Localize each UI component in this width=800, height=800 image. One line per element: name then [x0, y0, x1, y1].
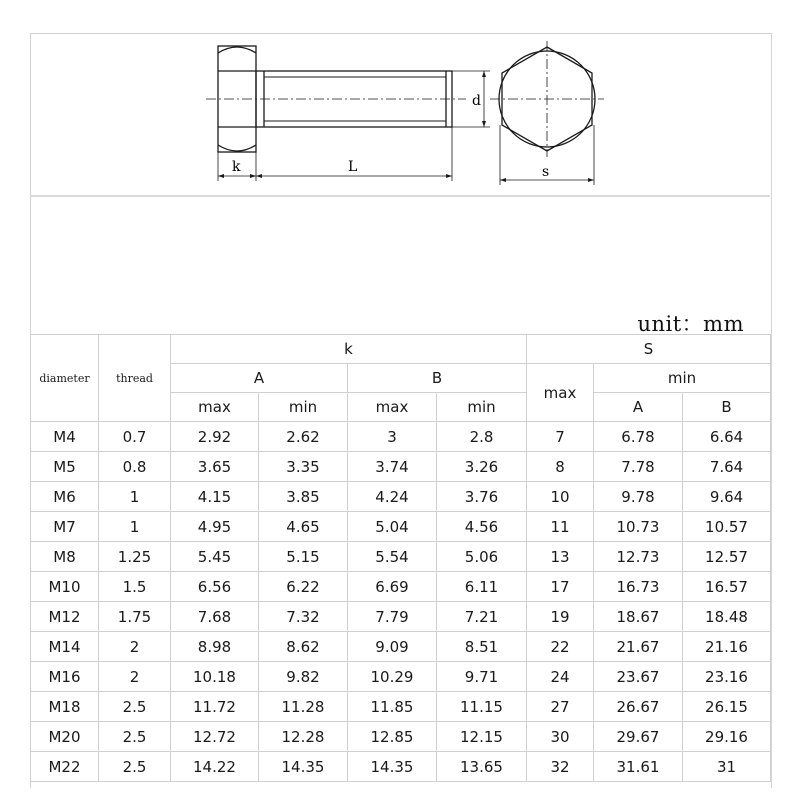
table-cell: 27: [527, 692, 594, 722]
label-L: L: [348, 159, 358, 175]
table-cell: 14.22: [171, 752, 259, 782]
table-cell: 11: [527, 512, 594, 542]
table-row: [31, 722, 771, 752]
table-row: [31, 452, 771, 482]
header-diameter: diameter: [31, 335, 99, 422]
header-kb-min: min: [437, 393, 527, 422]
table-cell: 8.51: [437, 632, 527, 662]
table-cell: 7.79: [348, 602, 437, 632]
table-cell: 11.85: [348, 692, 437, 722]
header-k: k: [171, 335, 527, 364]
table-cell: 4.56: [437, 512, 527, 542]
table-cell: 21.67: [594, 632, 683, 662]
table-row: [31, 542, 771, 572]
table-cell: 3.26: [437, 452, 527, 482]
table-cell: 5.54: [348, 542, 437, 572]
label-d: d: [472, 93, 481, 109]
table-cell: 12.28: [259, 722, 348, 752]
table-cell: 2.5: [99, 752, 171, 782]
label-k: k: [232, 159, 241, 175]
bolt-technical-drawing: [30, 33, 770, 197]
table-cell: 7: [527, 422, 594, 452]
table-cell: 6.64: [683, 422, 771, 452]
table-cell: 13.65: [437, 752, 527, 782]
table-cell: 32: [527, 752, 594, 782]
table-cell: 1.5: [99, 572, 171, 602]
table-cell: 2.62: [259, 422, 348, 452]
table-cell: 11.15: [437, 692, 527, 722]
table-cell: 11.28: [259, 692, 348, 722]
table-cell: M7: [31, 512, 99, 542]
bolt-dimension-table: [30, 334, 771, 782]
table-cell: 10.73: [594, 512, 683, 542]
header-thread: thread: [99, 335, 171, 422]
header-s-min: min: [594, 364, 771, 393]
table-cell: M4: [31, 422, 99, 452]
table-cell: M8: [31, 542, 99, 572]
unit-label: unit：mm: [637, 312, 744, 336]
table-cell: 31: [683, 752, 771, 782]
table-cell: 23.67: [594, 662, 683, 692]
table-cell: 10.57: [683, 512, 771, 542]
table-cell: 1: [99, 512, 171, 542]
table-cell: 2.5: [99, 722, 171, 752]
table-cell: 2.5: [99, 692, 171, 722]
table-cell: 18.67: [594, 602, 683, 632]
table-row: [31, 752, 771, 782]
table-cell: 14.35: [348, 752, 437, 782]
table-cell: 6.11: [437, 572, 527, 602]
table-cell: M6: [31, 482, 99, 512]
table-cell: 3.76: [437, 482, 527, 512]
table-cell: 9.78: [594, 482, 683, 512]
table-cell: 14.35: [259, 752, 348, 782]
table-cell: 9.09: [348, 632, 437, 662]
table-cell: 12.72: [171, 722, 259, 752]
table-cell: 10.18: [171, 662, 259, 692]
table-cell: 1: [99, 482, 171, 512]
table-cell: 4.65: [259, 512, 348, 542]
table-cell: 26.15: [683, 692, 771, 722]
table-cell: 29.67: [594, 722, 683, 752]
table-cell: 5.06: [437, 542, 527, 572]
table-cell: 4.95: [171, 512, 259, 542]
table-cell: 26.67: [594, 692, 683, 722]
table-row: [31, 422, 771, 452]
table-cell: 8.98: [171, 632, 259, 662]
bolt-diagram-svg: [30, 33, 770, 195]
header-kb-max: max: [348, 393, 437, 422]
table-cell: 3.85: [259, 482, 348, 512]
table-cell: 9.64: [683, 482, 771, 512]
header-smin-a: A: [594, 393, 683, 422]
table-body: [31, 422, 771, 782]
table-cell: 13: [527, 542, 594, 572]
table-cell: 12.85: [348, 722, 437, 752]
table-cell: M14: [31, 632, 99, 662]
table-cell: 24: [527, 662, 594, 692]
header-smin-b: B: [683, 393, 771, 422]
header-ka-max: max: [171, 393, 259, 422]
table-cell: 16.57: [683, 572, 771, 602]
table-row: [31, 662, 771, 692]
table-cell: 2: [99, 662, 171, 692]
table-cell: 30: [527, 722, 594, 752]
table-cell: 9.71: [437, 662, 527, 692]
table-cell: 12.57: [683, 542, 771, 572]
table-cell: 9.82: [259, 662, 348, 692]
table-cell: 5.04: [348, 512, 437, 542]
table-cell: 4.15: [171, 482, 259, 512]
table-cell: M22: [31, 752, 99, 782]
table-cell: 6.56: [171, 572, 259, 602]
table-cell: 23.16: [683, 662, 771, 692]
table-cell: 2: [99, 632, 171, 662]
table-row: [31, 692, 771, 722]
table-cell: M16: [31, 662, 99, 692]
table-cell: 2.92: [171, 422, 259, 452]
table-cell: M5: [31, 452, 99, 482]
table-cell: M10: [31, 572, 99, 602]
table-cell: M12: [31, 602, 99, 632]
table-cell: 21.16: [683, 632, 771, 662]
table-cell: 6.78: [594, 422, 683, 452]
header-s: S: [527, 335, 771, 364]
table-cell: 6.22: [259, 572, 348, 602]
table-cell: 17: [527, 572, 594, 602]
table-cell: 7.21: [437, 602, 527, 632]
table-cell: 12.15: [437, 722, 527, 752]
table-cell: 29.16: [683, 722, 771, 752]
table-cell: 10: [527, 482, 594, 512]
table-row: [31, 482, 771, 512]
table-cell: M18: [31, 692, 99, 722]
header-s-max: max: [527, 364, 594, 422]
table-cell: 12.73: [594, 542, 683, 572]
table-cell: 7.78: [594, 452, 683, 482]
table-cell: 22: [527, 632, 594, 662]
table-cell: 19: [527, 602, 594, 632]
table-cell: 31.61: [594, 752, 683, 782]
table-cell: 3: [348, 422, 437, 452]
table-cell: 8.62: [259, 632, 348, 662]
label-s: s: [542, 164, 550, 180]
table-cell: 3.35: [259, 452, 348, 482]
table-cell: 5.45: [171, 542, 259, 572]
table-row: [31, 632, 771, 662]
header-k-b: B: [348, 364, 527, 393]
table-cell: 11.72: [171, 692, 259, 722]
table-cell: 6.69: [348, 572, 437, 602]
table-cell: 1.25: [99, 542, 171, 572]
table-row: [31, 572, 771, 602]
table-cell: 16.73: [594, 572, 683, 602]
table-cell: 7.32: [259, 602, 348, 632]
table-row: [31, 602, 771, 632]
table-cell: 10.29: [348, 662, 437, 692]
table-cell: 0.7: [99, 422, 171, 452]
table-row: [31, 512, 771, 542]
table-cell: 0.8: [99, 452, 171, 482]
table-cell: 7.64: [683, 452, 771, 482]
table-cell: 4.24: [348, 482, 437, 512]
table-cell: M20: [31, 722, 99, 752]
table-cell: 3.74: [348, 452, 437, 482]
table-cell: 5.15: [259, 542, 348, 572]
table-cell: 18.48: [683, 602, 771, 632]
header-ka-min: min: [259, 393, 348, 422]
table-cell: 1.75: [99, 602, 171, 632]
table-cell: 2.8: [437, 422, 527, 452]
table-cell: 7.68: [171, 602, 259, 632]
header-k-a: A: [171, 364, 348, 393]
table-cell: 8: [527, 452, 594, 482]
table-cell: 3.65: [171, 452, 259, 482]
